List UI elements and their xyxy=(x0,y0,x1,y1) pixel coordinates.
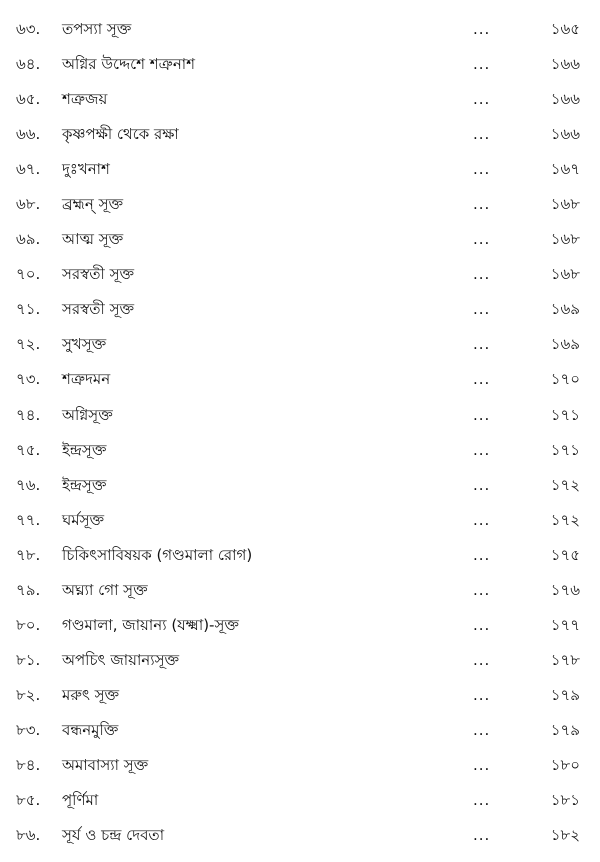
entry-page-number: ১৬৮ xyxy=(550,230,580,249)
entry-page-number: ১৬৮ xyxy=(550,265,580,284)
entry-page-number: ১৬৭ xyxy=(550,160,580,179)
entry-leader-dots: ... xyxy=(473,580,491,599)
entry-page-number: ১৬৫ xyxy=(550,20,580,38)
entry-title: ইন্দ্রসূক্ত xyxy=(62,440,107,459)
entry-title: সুখসূক্ত xyxy=(62,335,107,354)
entry-leader-dots: ... xyxy=(473,545,491,564)
entry-leader-dots: ... xyxy=(473,755,491,774)
entry-number: ৬৮. xyxy=(16,195,41,214)
entry-leader-dots: ... xyxy=(473,650,491,669)
entry-leader-dots: ... xyxy=(473,160,491,179)
entry-page-number: ১৬৬ xyxy=(550,90,580,109)
entry-page-number: ১৭৭ xyxy=(550,615,580,634)
toc-entry xyxy=(0,257,600,292)
toc-entry xyxy=(0,398,600,433)
entry-number: ৮৪. xyxy=(16,755,41,774)
entry-title: সূর্য ও চন্দ্র দেবতা xyxy=(62,826,165,845)
entry-leader-dots: ... xyxy=(473,791,491,810)
entry-page-number: ১৭৯ xyxy=(550,720,580,739)
toc-entry xyxy=(0,152,600,187)
entry-title: গণ্ডমালা, জায়ান্য (যক্ষ্মা)-সূক্ত xyxy=(62,615,239,634)
entry-leader-dots: ... xyxy=(473,510,491,529)
entry-leader-dots: ... xyxy=(473,720,491,739)
toc-entry xyxy=(0,327,600,362)
toc-entry xyxy=(0,608,600,643)
toc-entry xyxy=(0,12,600,47)
toc-entry xyxy=(0,573,600,608)
entry-leader-dots: ... xyxy=(473,370,491,389)
entry-title: দুঃখনাশ xyxy=(62,160,110,179)
entry-number: ৭৬. xyxy=(16,475,41,494)
entry-title: কৃষ্ণপক্ষী থেকে রক্ষা xyxy=(62,125,179,144)
entry-number: ৭১. xyxy=(16,300,41,319)
entry-title: শত্রুজয় xyxy=(62,90,108,109)
entry-page-number: ১৮২ xyxy=(550,826,580,845)
entry-leader-dots: ... xyxy=(473,405,491,424)
entry-title: তপস্যা সূক্ত xyxy=(62,20,132,38)
entry-leader-dots: ... xyxy=(473,195,491,214)
toc-entry xyxy=(0,748,600,783)
toc-entry xyxy=(0,82,600,117)
entry-page-number: ১৬৯ xyxy=(550,335,580,354)
entry-page-number: ১৭২ xyxy=(550,510,580,529)
entry-number: ৭২. xyxy=(16,335,41,354)
entry-leader-dots: ... xyxy=(473,300,491,319)
entry-leader-dots: ... xyxy=(473,685,491,704)
toc-entry xyxy=(0,47,600,82)
entry-title: বন্ধনমুক্তি xyxy=(62,720,119,739)
entry-number: ৭৭. xyxy=(16,510,41,529)
entry-page-number: ১৭৫ xyxy=(550,545,580,564)
entry-number: ৭৪. xyxy=(16,405,41,424)
entry-title: অপচিৎ জায়ান্যসূক্ত xyxy=(62,650,180,669)
toc-entry xyxy=(0,362,600,397)
toc-entry xyxy=(0,678,600,713)
entry-leader-dots: ... xyxy=(473,335,491,354)
toc-entry xyxy=(0,292,600,327)
entry-title: পূর্ণিমা xyxy=(62,791,99,810)
entry-title: শত্রুদমন xyxy=(62,370,111,389)
entry-number: ৮৫. xyxy=(16,791,41,810)
entry-number: ৮২. xyxy=(16,685,41,704)
entry-number: ৮৬. xyxy=(16,826,41,845)
entry-leader-dots: ... xyxy=(473,230,491,249)
entry-title: অমাবাস্যা সূক্ত xyxy=(62,755,149,774)
entry-number: ৭৫. xyxy=(16,440,41,459)
entry-page-number: ১৭৬ xyxy=(550,580,580,599)
entry-leader-dots: ... xyxy=(473,55,491,74)
entry-page-number: ১৭৮ xyxy=(550,650,580,669)
entry-page-number: ১৬৯ xyxy=(550,300,580,319)
entry-page-number: ১৭১ xyxy=(550,440,580,459)
entry-title: অগ্নির উদ্দেশে শত্রুনাশ xyxy=(62,55,196,74)
entry-number: ৭৩. xyxy=(16,370,41,389)
toc-entry xyxy=(0,643,600,678)
entry-leader-dots: ... xyxy=(473,475,491,494)
toc-entry xyxy=(0,538,600,573)
entry-title: সরস্বতী সূক্ত xyxy=(62,300,135,319)
entry-title: চিকিৎসাবিষয়ক (গণ্ডমালা রোগ) xyxy=(62,545,253,564)
entry-number: ৬৯. xyxy=(16,230,41,249)
entry-title: অঘ্ন্যা গো সূক্ত xyxy=(62,580,148,599)
entry-leader-dots: ... xyxy=(473,125,491,144)
entry-leader-dots: ... xyxy=(473,615,491,634)
entry-title: ইন্দ্রসূক্ত xyxy=(62,475,107,494)
entry-number: ৬৭. xyxy=(16,160,41,179)
toc-entry xyxy=(0,433,600,468)
entry-page-number: ১৮১ xyxy=(550,791,580,810)
entry-title: অগ্নিসূক্ত xyxy=(62,405,113,424)
entry-number: ৬৬. xyxy=(16,125,41,144)
entry-number: ৮১. xyxy=(16,650,41,669)
entry-page-number: ১৮০ xyxy=(550,755,580,774)
entry-number: ৮০. xyxy=(16,615,41,634)
entry-title: ঘর্মসূক্ত xyxy=(62,510,105,529)
entry-leader-dots: ... xyxy=(473,20,491,38)
entry-page-number: ১৬৬ xyxy=(550,55,580,74)
entry-number: ৮৩. xyxy=(16,720,41,739)
entry-title: সরস্বতী সূক্ত xyxy=(62,265,135,284)
entry-page-number: ১৭৯ xyxy=(550,685,580,704)
entry-number: ৭৯. xyxy=(16,580,41,599)
toc-entry xyxy=(0,818,600,853)
entry-title: ব্রহ্মন্‌ সূক্ত xyxy=(62,195,124,214)
toc-entry xyxy=(0,713,600,748)
entry-leader-dots: ... xyxy=(473,440,491,459)
entry-leader-dots: ... xyxy=(473,90,491,109)
entry-number: ৬৩. xyxy=(16,20,41,38)
toc-entry xyxy=(0,187,600,222)
toc-entry xyxy=(0,222,600,257)
entry-page-number: ১৬৮ xyxy=(550,195,580,214)
entry-title: মরুৎ সূক্ত xyxy=(62,685,120,704)
entry-number: ৭০. xyxy=(16,265,41,284)
entry-page-number: ১৭২ xyxy=(550,475,580,494)
toc-entry xyxy=(0,468,600,503)
toc-entry xyxy=(0,783,600,818)
entry-page-number: ১৭১ xyxy=(550,405,580,424)
entry-number: ৬৪. xyxy=(16,55,41,74)
entry-leader-dots: ... xyxy=(473,826,491,845)
entry-title: আত্ম সূক্ত xyxy=(62,230,124,249)
entry-number: ৬৫. xyxy=(16,90,41,109)
entry-number: ৭৮. xyxy=(16,545,41,564)
toc-entry xyxy=(0,117,600,152)
entry-page-number: ১৬৬ xyxy=(550,125,580,144)
entry-leader-dots: ... xyxy=(473,265,491,284)
entry-page-number: ১৭০ xyxy=(550,370,580,389)
toc-entry xyxy=(0,503,600,538)
